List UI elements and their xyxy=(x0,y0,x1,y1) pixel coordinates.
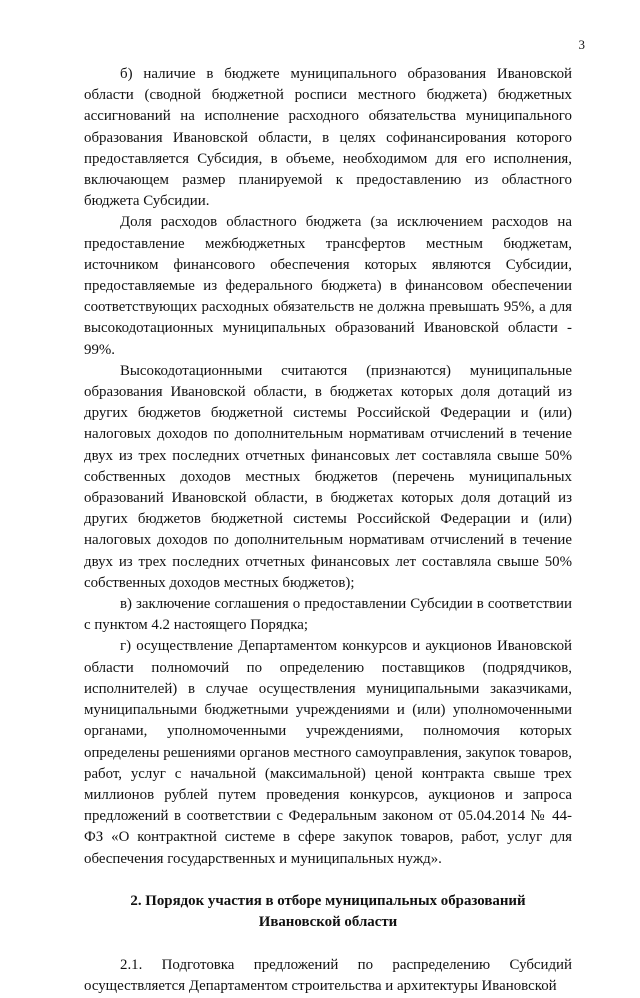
section-heading-line-1: 2. Порядок участия в отборе муниципальных образований xyxy=(130,892,526,909)
paragraph-v-agreement: в) заключение соглашения о предоставлении Субсидии в соответствии с пунктом 4.2 настоящего Порядка; xyxy=(84,596,572,634)
page-number: 3 xyxy=(578,37,585,52)
section-heading-line-2: Ивановской области xyxy=(258,913,398,930)
paragraph-g-procurement: г) осуществление Департаментом конкурсов и аукционов Ивановской области полномочий по определению поставщиков (подрядчиков, исполнителей) в случае осуществления муниципальными заказчиками, муниципальными бюджетными учреждениями и (или) уполномоченными органами, уполномоченными учреждениями, полномочия которых определены решениями органов местного самоуправления, закупок товаров, работ, услуг с начальной (максимальной) ценой контракта свыше трех миллионов рублей путем проведения конкурсов, аукционов и запроса предложений в соответствии с Федеральным законом от 05.04.2014 № 44-ФЗ «О контрактной системе в сфере закупок товаров, работ, услуг для обеспечения государственных и муниципальных нужд». xyxy=(84,638,572,867)
section-heading xyxy=(84,891,572,933)
paragraph-high-subsidy-definition: Высокодотационными считаются (признаются) муниципальные образования Ивановской области, в бюджетах которых доля дотаций из других бюджетов бюджетной системы Российской Федерации и (или) налоговых доходов по дополнительным нормативам отчислений в течение двух из трех последних отчетных финансовых лет составляла свыше 50% собственных доходов местных бюджетов (перечень муниципальных образований Ивановской области, в бюджетах которых доля дотаций из других бюджетов бюджетной системы Российской Федерации и (или) налоговых доходов по дополнительным нормативам отчислений в течение двух из трех последних отчетных финансовых лет составляла свыше 50% собственных доходов местных бюджетов); xyxy=(84,362,572,591)
paragraph-2-1: 2.1. Подготовка предложений по распределению Субсидий осуществляется Департаментом строительства и архитектуры Ивановской xyxy=(84,957,572,995)
paragraph-expense-share: Доля расходов областного бюджета (за исключением расходов на предоставление межбюджетных трансфертов местным бюджетам, источником финансового обеспечения которых являются Субсидии, предоставляемые из федерального бюджета) в финансовом обеспечении соответствующих расходных обязательств не должна превышать 95%, а для высокодотационных муниципальных образований Ивановской области - 99%. xyxy=(84,214,572,358)
paragraph-b-budget-availability: б) наличие в бюджете муниципального образования Ивановской области (сводной бюджетной росписи местного бюджета) бюджетных ассигнований на исполнение расходного обязательства муниципального образования Ивановской области, в целях софинансирования которого предоставляется Субсидия, в объеме, необходимом для его исполнения, включающем размер планируемой к предоставлению из областного бюджета Субсидии. xyxy=(84,66,572,210)
document-body xyxy=(84,64,572,998)
